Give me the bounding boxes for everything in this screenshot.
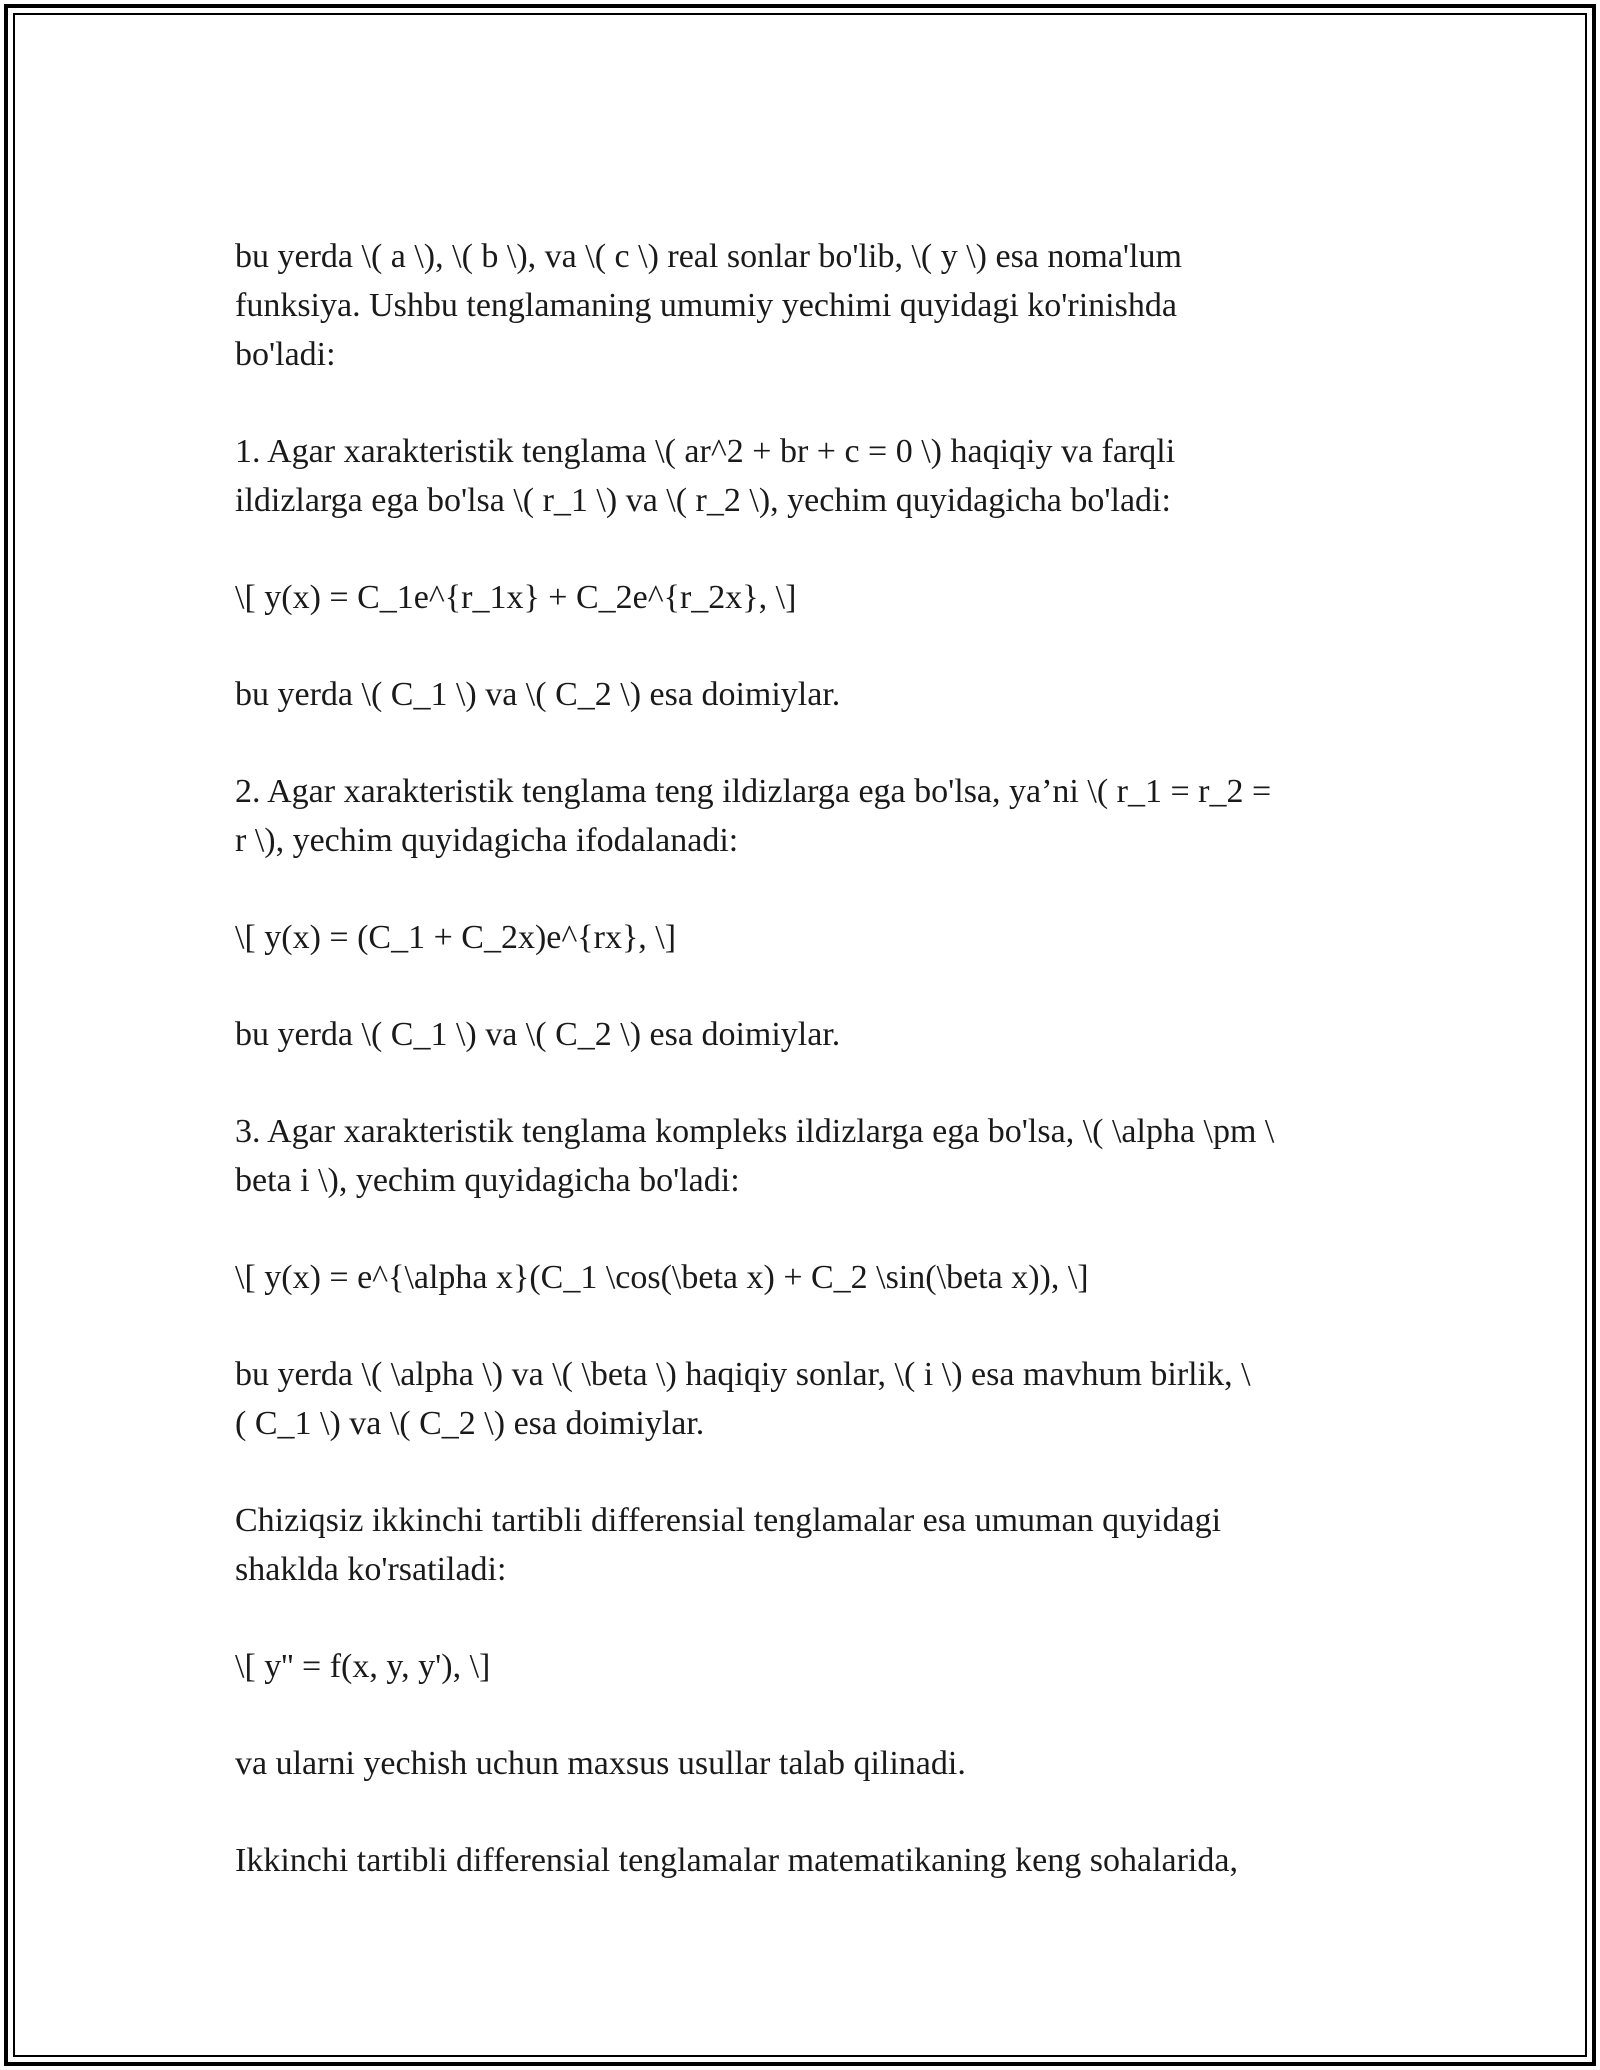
paragraph-constants-2: bu yerda \( C_1 \) va \( C_2 \) esa doimiylar. (235, 1016, 841, 1053)
paragraph-intro: bu yerda \( a \), \( b \), va \( c \) real sonlar bo'lib, \( y \) esa noma'lum funksiya. Ushbu tenglamaning umumiy yechimi quyidagi ko'rinishda bo'ladi: (235, 238, 1182, 373)
paragraph-constants-3: bu yerda \( \alpha \) va \( \beta \) haqiqiy sonlar, \( i \) esa mavhum birlik, \ ( C_1 \) va \( C_2 \) esa doimiylar. (235, 1356, 1251, 1442)
paragraph-nonlinear: Chiziqsiz ikkinchi tartibli differensial tenglamalar esa umuman quyidagi shaklda ko'rsatiladi: (235, 1502, 1222, 1588)
paragraph-closing: Ikkinchi tartibli differensial tenglamalar matematikaning keng sohalarida, (235, 1842, 1238, 1879)
paragraph-constants-1: bu yerda \( C_1 \) va \( C_2 \) esa doimiylar. (235, 676, 841, 713)
document-body (235, 232, 1365, 1933)
paragraph-case-3: 3. Agar xarakteristik tenglama kompleks ildizlarga ega bo'lsa, \( \alpha \pm \ beta i \), yechim quyidagicha bo'ladi: (235, 1113, 1275, 1199)
equation-case-3: \[ y(x) = e^{\alpha x}(C_1 \cos(\beta x) + C_2 \sin(\beta x)), \] (235, 1259, 1089, 1296)
paragraph-case-1: 1. Agar xarakteristik tenglama \( ar^2 + br + c = 0 \) haqiqiy va farqli ildizlarga ega bo'lsa \( r_1 \) va \( r_2 \), yechim quyidagicha bo'ladi: (235, 433, 1176, 519)
paragraph-special-methods: va ularni yechish uchun maxsus usullar talab qilinadi. (235, 1745, 966, 1782)
paragraph-case-2: 2. Agar xarakteristik tenglama teng ildizlarga ega bo'lsa, ya’ni \( r_1 = r_2 = r \), yechim quyidagicha ifodalanadi: (235, 773, 1272, 859)
equation-case-1: \[ y(x) = C_1e^{r_1x} + C_2e^{r_2x}, \] (235, 579, 797, 616)
equation-nonlinear: \[ y'' = f(x, y, y'), \] (235, 1648, 491, 1685)
equation-case-2: \[ y(x) = (C_1 + C_2x)e^{rx}, \] (235, 919, 677, 956)
